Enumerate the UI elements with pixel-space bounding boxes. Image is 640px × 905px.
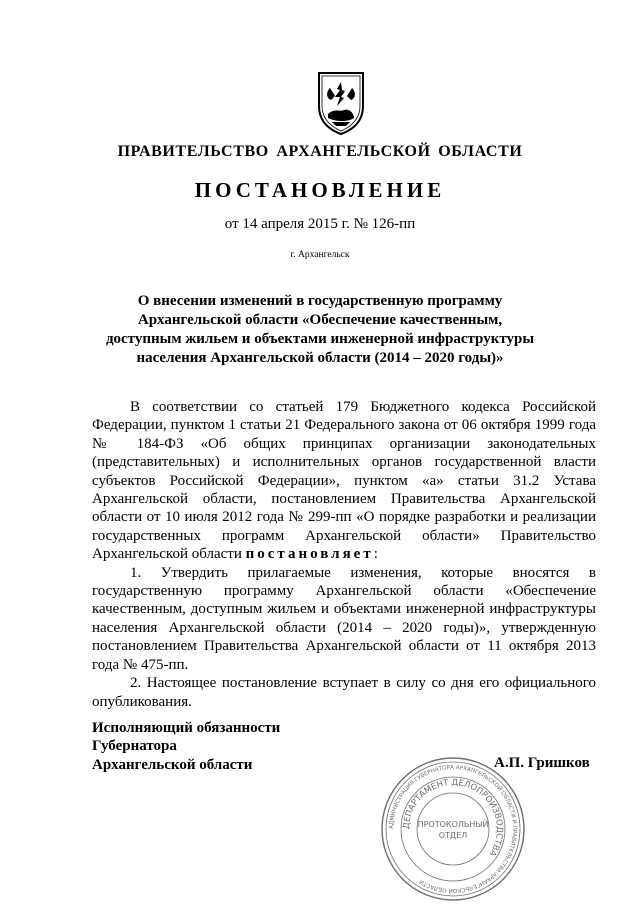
- signer-position-line: Губернатора: [92, 738, 177, 755]
- preamble-paragraph: [92, 398, 596, 564]
- subject-line: Архангельской области «Обеспечение качественным,: [137, 312, 503, 328]
- coat-of-arms-emblem: [316, 70, 366, 136]
- stamp-outer-text: АДМИНИСТРАЦИЯ ГУБЕРНАТОРА АРХАНГЕЛЬСКОЙ ОБЛАСТИ И ПРАВИТЕЛЬСТВА АРХАНГЕЛЬСКОЙ ОБЛАСТИ: [388, 764, 518, 894]
- signer-name: А.П. Гришков: [494, 755, 590, 771]
- document-type: ПОСТАНОВЛЕНИЕ: [194, 178, 446, 202]
- document-date-number: от 14 апреля 2015 г. № 126-пп: [224, 216, 416, 232]
- preamble-text: В соответствии со статьей 179 Бюджетного кодекса Российской Федерации, пунктом 1 статьи 21 Федерального закона от 06 октября 1999 года № 184-ФЗ «Об общих принципах организации законодательных (представительных) и исполнительных органов государственной власти субъектов Российской Федерации», пунктом «а» статьи 31.2 Устава Архангельской области, постановлением Правительства Архангельской области от 10 июля 2012 года № 299-пп «О порядке разработки и реализации государственных программ Архангельской области» Правительство Архангельской области: [92, 399, 596, 563]
- subject-line: доступным жильем и объектами инженерной инфраструктуры: [105, 331, 535, 347]
- stamp-center-line: ПРОТОКОЛЬНЫЙ: [417, 820, 489, 829]
- item-1-paragraph: 1. Утвердить прилагаемые изменения, которые вносятся в государственную программу Архангельской области «Обеспечение качественным, доступным жильем и объектами инженерной инфраструктуры населения Архангельской области (2014 – 2020 годы)», утвержденную постановлением Правительства Архангельской области от 11 октября 2013 года № 475-пп.: [92, 564, 596, 673]
- subject-line: О внесении изменений в государственную программу: [137, 293, 503, 309]
- document-subject: [100, 292, 540, 368]
- signer-position-line: Исполняющий обязанности: [92, 720, 281, 736]
- stamp-center-line: ОТДЕЛ: [438, 831, 468, 840]
- stamp-ring-text: ДЕПАРТАМЕНТ ДЕЛОПРОИЗВОДСТВА: [401, 777, 505, 858]
- item-2-paragraph: 2. Настоящее постановление вступает в силу со дня его официального опубликования.: [92, 675, 596, 710]
- office-stamp: [378, 754, 528, 904]
- document-city: г. Архангельск: [290, 250, 350, 260]
- government-title: ПРАВИТЕЛЬСТВО АРХАНГЕЛЬСКОЙ ОБЛАСТИ: [117, 143, 523, 160]
- decree-colon: :: [373, 546, 378, 563]
- signer-position: [92, 719, 280, 774]
- decree-word: постановляет: [245, 546, 374, 563]
- subject-line: населения Архангельской области (2014 – 2020 годы)»: [136, 350, 504, 366]
- signer-position-line: Архангельской области: [92, 756, 253, 773]
- document-body: [92, 398, 596, 711]
